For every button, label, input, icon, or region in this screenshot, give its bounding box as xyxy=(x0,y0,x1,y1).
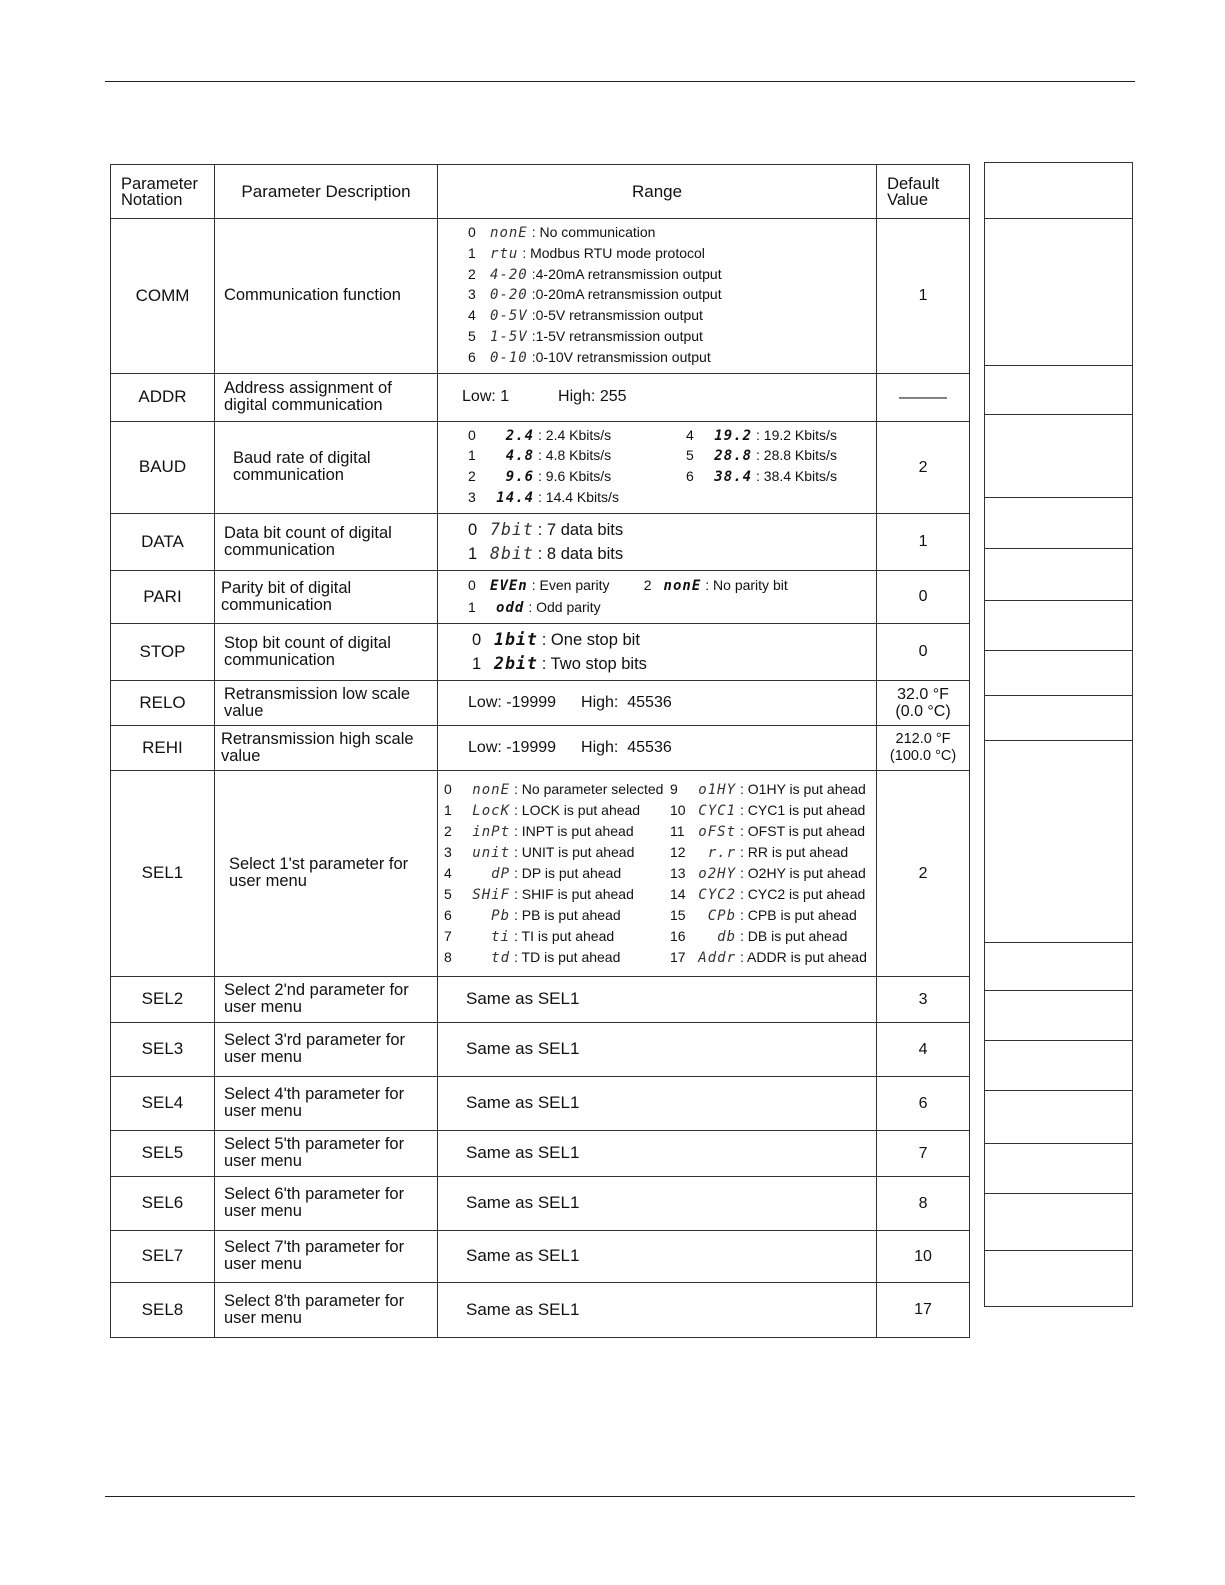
lcd-code: 9.6 xyxy=(505,469,535,486)
notes-box xyxy=(984,942,1133,990)
lcd-code: rtu xyxy=(490,245,519,262)
option-line xyxy=(670,905,880,926)
option-line xyxy=(472,652,876,676)
option-line xyxy=(468,285,876,306)
param-default: ——— xyxy=(877,373,970,421)
range-text: Same as SEL1 xyxy=(466,1246,580,1266)
header-range: Range xyxy=(438,165,877,219)
lcd-code: 0-5V xyxy=(490,308,528,325)
header-notation: Parameter Notation xyxy=(111,165,215,219)
lcd-code: db xyxy=(717,928,737,945)
option-line xyxy=(468,488,686,509)
param-description: Select 3'rd parameter for user menu xyxy=(214,1022,437,1076)
table-row xyxy=(111,680,970,725)
top-rule xyxy=(105,81,1135,82)
range-high: High: 45536 xyxy=(581,738,672,756)
option-line xyxy=(468,327,876,348)
lcd-code: nonE xyxy=(663,577,702,594)
option-line xyxy=(670,800,880,821)
option-text: : 38.4 Kbits/s xyxy=(756,468,837,485)
param-default: 2 xyxy=(877,770,970,976)
param-description: Data bit count of digital communication xyxy=(214,513,437,570)
table-row xyxy=(111,623,970,680)
lcd-code: SHiF xyxy=(472,886,511,903)
option-text: : No parity bit xyxy=(705,576,788,593)
param-range xyxy=(438,1230,877,1282)
option-text: : PB is put ahead xyxy=(514,906,621,923)
table-row xyxy=(111,513,970,570)
option-number: 2 xyxy=(468,265,476,282)
option-text: : No communication xyxy=(531,224,656,240)
option-number: 1 xyxy=(468,598,476,615)
table-row xyxy=(111,219,970,374)
option-text: : LOCK is put ahead xyxy=(514,801,641,818)
option-number: 13 xyxy=(670,864,686,881)
option-number: 11 xyxy=(670,822,685,839)
notes-box xyxy=(984,497,1133,548)
lcd-code: nonE xyxy=(490,225,528,241)
table-row xyxy=(111,1176,970,1230)
notes-box xyxy=(984,1040,1133,1090)
param-notation: SEL8 xyxy=(111,1282,215,1337)
param-range xyxy=(438,623,877,680)
param-range xyxy=(438,680,877,725)
option-number: 4 xyxy=(686,426,694,443)
option-text: : CYC2 is put ahead xyxy=(740,885,866,902)
option-line xyxy=(468,306,876,327)
option-number: 17 xyxy=(670,948,686,965)
notes-box xyxy=(984,1250,1133,1307)
table-row xyxy=(111,570,970,623)
param-default: 1 xyxy=(877,513,970,570)
lcd-code: 1bit xyxy=(494,629,538,649)
param-notation: BAUD xyxy=(111,421,215,513)
notes-box xyxy=(984,740,1133,942)
parameter-table xyxy=(110,164,970,1338)
lcd-code: Pb xyxy=(491,907,511,924)
option-number: 8 xyxy=(444,948,452,965)
header-default: Default Value xyxy=(877,165,970,219)
lcd-code: 8bit xyxy=(490,543,534,563)
option-text: : SHIF is put ahead xyxy=(514,885,634,902)
range-text: Same as SEL1 xyxy=(466,1039,580,1059)
option-text: : 2.4 Kbits/s xyxy=(538,426,612,443)
lcd-code: EVEn xyxy=(490,577,528,594)
option-text: :0-10V retransmission output xyxy=(531,348,711,365)
param-default: 0 xyxy=(877,623,970,680)
option-line xyxy=(468,348,876,369)
option-number: 3 xyxy=(468,286,476,303)
param-range xyxy=(438,373,877,421)
lcd-code: 28.8 xyxy=(714,448,753,465)
option-text: : UNIT is put ahead xyxy=(514,843,635,860)
option-text: : ADDR is put ahead xyxy=(740,948,867,965)
data-options xyxy=(468,518,876,566)
param-notation: DATA xyxy=(111,513,215,570)
param-default xyxy=(877,725,970,770)
lcd-code: inPt xyxy=(472,823,511,840)
option-text: : CPB is put ahead xyxy=(740,906,857,923)
lcd-code: 1-5V xyxy=(490,328,528,345)
option-line xyxy=(444,884,670,905)
param-range xyxy=(438,570,877,623)
option-text: : RR is put ahead xyxy=(740,843,849,860)
table-header xyxy=(111,165,970,219)
option-text: : CYC1 is put ahead xyxy=(740,801,866,818)
option-line xyxy=(670,863,880,884)
param-description: Parity bit of digital communication xyxy=(214,570,437,623)
option-line xyxy=(670,779,880,800)
option-line xyxy=(444,863,670,884)
option-line xyxy=(468,518,876,542)
baud-options-left xyxy=(468,426,686,509)
notes-box xyxy=(984,365,1133,414)
option-text: : No parameter selected xyxy=(514,780,664,797)
option-text: : O2HY is put ahead xyxy=(740,864,866,881)
option-line xyxy=(670,926,880,947)
lcd-code: Addr xyxy=(698,949,737,966)
range-text: Same as SEL1 xyxy=(466,989,580,1009)
option-number: 6 xyxy=(444,906,452,923)
param-notation: RELO xyxy=(111,680,215,725)
param-description: Select 8'th parameter for user menu xyxy=(214,1282,437,1337)
param-notation: PARI xyxy=(111,570,215,623)
param-description: Select 6'th parameter for user menu xyxy=(214,1176,437,1230)
option-number: 3 xyxy=(468,488,476,505)
param-description: Select 5'th parameter for user menu xyxy=(214,1130,437,1176)
lcd-code: 2.4 xyxy=(505,427,535,444)
option-number: 7 xyxy=(444,927,452,944)
param-default: 4 xyxy=(877,1022,970,1076)
notes-box xyxy=(984,218,1133,365)
option-number: 5 xyxy=(686,447,694,464)
param-notation: SEL5 xyxy=(111,1130,215,1176)
param-description: Select 1'st parameter for user menu xyxy=(214,770,437,976)
notes-box xyxy=(984,695,1133,740)
table-row xyxy=(111,725,970,770)
option-line xyxy=(468,426,686,447)
param-description: Address assignment of digital communication xyxy=(214,373,437,421)
lcd-code: ti xyxy=(491,928,511,945)
notes-box xyxy=(984,1143,1133,1193)
lcd-code: nonE xyxy=(472,781,511,798)
table-row xyxy=(111,976,970,1022)
param-default: 0 xyxy=(877,570,970,623)
param-default: 8 xyxy=(877,1176,970,1230)
param-range xyxy=(438,219,877,374)
option-text: : Two stop bits xyxy=(541,654,647,673)
option-text: :0-20mA retransmission output xyxy=(531,286,722,303)
option-number: 2 xyxy=(643,576,652,593)
option-line xyxy=(444,905,670,926)
option-text: : One stop bit xyxy=(541,630,640,649)
notes-box xyxy=(984,548,1133,600)
table-row xyxy=(111,1230,970,1282)
lcd-code: 38.4 xyxy=(714,469,753,486)
param-description: Communication function xyxy=(214,219,437,374)
option-line xyxy=(686,467,916,488)
option-number: 10 xyxy=(670,801,686,818)
option-text: : 28.8 Kbits/s xyxy=(756,447,837,464)
param-range xyxy=(438,1282,877,1337)
lcd-code: 0-20 xyxy=(490,287,528,304)
option-text: : 7 data bits xyxy=(537,520,624,539)
option-line xyxy=(444,800,670,821)
lcd-code: o1HY xyxy=(698,781,737,798)
option-number: 4 xyxy=(444,864,452,881)
param-description: Retransmission low scale value xyxy=(214,680,437,725)
default-fahrenheit: 32.0 °F xyxy=(897,685,949,703)
range-text: Same as SEL1 xyxy=(466,1299,580,1319)
param-description: Select 4'th parameter for user menu xyxy=(214,1076,437,1130)
option-line xyxy=(468,244,876,265)
option-line xyxy=(670,884,880,905)
baud-options-right xyxy=(686,426,916,509)
option-text: : O1HY is put ahead xyxy=(740,780,866,797)
sel1-options-left xyxy=(444,779,670,968)
table-row xyxy=(111,1022,970,1076)
lcd-code: 7bit xyxy=(490,519,534,539)
option-text: : OFST is put ahead xyxy=(740,822,866,839)
lcd-code: CPb xyxy=(707,907,737,924)
option-text: : Odd parity xyxy=(528,598,601,615)
option-line xyxy=(686,426,916,447)
option-text: : DB is put ahead xyxy=(740,927,848,944)
option-line xyxy=(670,947,880,968)
option-number: 1 xyxy=(444,801,452,818)
notes-box xyxy=(984,650,1133,695)
notes-box xyxy=(984,990,1133,1040)
option-text: : 14.4 Kbits/s xyxy=(538,488,619,505)
param-notation: STOP xyxy=(111,623,215,680)
option-number: 15 xyxy=(670,906,686,923)
param-description: Retransmission high scale value xyxy=(214,725,437,770)
notes-box xyxy=(984,414,1133,497)
option-line xyxy=(444,926,670,947)
stop-options xyxy=(472,628,876,676)
option-line xyxy=(444,821,670,842)
default-celsius: (0.0 °C) xyxy=(895,702,951,720)
option-number: 0 xyxy=(468,224,476,240)
option-number: 6 xyxy=(468,348,476,365)
table-row xyxy=(111,770,970,976)
option-line xyxy=(444,842,670,863)
option-number: 0 xyxy=(468,576,476,593)
param-default: 10 xyxy=(877,1230,970,1282)
option-text: : INPT is put ahead xyxy=(514,822,634,839)
param-notation: ADDR xyxy=(111,373,215,421)
lcd-code: td xyxy=(491,949,511,966)
option-number: 0 xyxy=(472,630,482,649)
range-text: Same as SEL1 xyxy=(466,1143,580,1163)
option-number: 0 xyxy=(468,426,476,443)
option-line xyxy=(444,779,670,800)
lcd-code: 2bit xyxy=(494,653,538,673)
notes-box xyxy=(984,600,1133,650)
param-default: 1 xyxy=(877,219,970,374)
range-low: Low: -19999 xyxy=(468,693,557,711)
param-notation: SEL4 xyxy=(111,1076,215,1130)
option-number: 5 xyxy=(444,885,452,902)
param-notation: COMM xyxy=(111,219,215,374)
option-number: 9 xyxy=(670,780,678,797)
sel1-options-right xyxy=(670,779,880,968)
param-default: 6 xyxy=(877,1076,970,1130)
param-range xyxy=(438,1022,877,1076)
option-line xyxy=(468,223,876,244)
option-text: : 19.2 Kbits/s xyxy=(756,426,837,443)
option-line xyxy=(670,842,880,863)
range-high: High: 255 xyxy=(558,388,627,406)
option-text: : 8 data bits xyxy=(537,544,624,563)
param-notation: SEL3 xyxy=(111,1022,215,1076)
table-row xyxy=(111,421,970,513)
option-number: 14 xyxy=(670,885,686,902)
sel-rows xyxy=(111,976,970,1337)
param-range xyxy=(438,421,877,513)
option-line xyxy=(468,265,876,286)
option-number: 6 xyxy=(686,468,694,485)
option-number: 0 xyxy=(468,520,478,539)
option-text: : 4.8 Kbits/s xyxy=(538,447,612,464)
param-default: 17 xyxy=(877,1282,970,1337)
bottom-rule xyxy=(105,1496,1135,1497)
lcd-code: unit xyxy=(472,844,511,861)
param-range xyxy=(438,1176,877,1230)
option-text: :1-5V retransmission output xyxy=(531,327,703,344)
option-line xyxy=(686,446,916,467)
param-notation: SEL7 xyxy=(111,1230,215,1282)
range-high: High: 45536 xyxy=(581,693,672,711)
option-line xyxy=(670,821,880,842)
option-number: 16 xyxy=(670,927,686,944)
option-line xyxy=(472,628,876,652)
lcd-code: 14.4 xyxy=(496,489,535,506)
lcd-code: oFSt xyxy=(698,823,737,840)
param-default xyxy=(877,680,970,725)
option-text: :4-20mA retransmission output xyxy=(531,265,722,282)
option-number: 2 xyxy=(468,468,476,485)
lcd-code: 4-20 xyxy=(490,266,528,283)
param-range xyxy=(438,770,877,976)
option-line xyxy=(468,467,686,488)
option-text: : DP is put ahead xyxy=(514,864,622,881)
table-row xyxy=(111,1282,970,1337)
lcd-code: r.r xyxy=(707,844,737,861)
option-line xyxy=(468,542,876,566)
option-line xyxy=(444,947,670,968)
option-number: 5 xyxy=(468,327,476,344)
option-number: 3 xyxy=(444,843,452,860)
header-description: Parameter Description xyxy=(214,165,437,219)
comm-options xyxy=(468,223,876,369)
lcd-code: CYC2 xyxy=(698,886,737,903)
param-description: Baud rate of digital communication xyxy=(214,421,437,513)
param-notation: SEL1 xyxy=(111,770,215,976)
range-low: Low: 1 xyxy=(462,388,510,406)
option-text: : Modbus RTU mode protocol xyxy=(522,244,705,261)
param-range xyxy=(438,725,877,770)
option-number: 1 xyxy=(468,544,478,563)
param-default: 3 xyxy=(877,976,970,1022)
param-notation: SEL2 xyxy=(111,976,215,1022)
option-number: 1 xyxy=(468,244,476,261)
param-range xyxy=(438,976,877,1022)
option-number: 0 xyxy=(444,780,452,797)
param-description: Stop bit count of digital communication xyxy=(214,623,437,680)
lcd-code: dP xyxy=(491,865,511,882)
option-text: : Even parity xyxy=(531,576,610,593)
option-text: : TI is put ahead xyxy=(514,927,615,944)
table-row xyxy=(111,1076,970,1130)
option-text: :0-5V retransmission output xyxy=(531,307,703,324)
lcd-code: 19.2 xyxy=(714,427,753,444)
param-range xyxy=(438,513,877,570)
param-default: 2 xyxy=(877,421,970,513)
table-row xyxy=(111,1130,970,1176)
range-low: Low: -19999 xyxy=(468,738,557,756)
option-number: 1 xyxy=(468,447,476,464)
range-text: Same as SEL1 xyxy=(466,1193,580,1213)
param-notation: SEL6 xyxy=(111,1176,215,1230)
notes-box xyxy=(984,162,1133,218)
param-notation: REHI xyxy=(111,725,215,770)
option-number: 4 xyxy=(468,307,476,324)
lcd-code: odd xyxy=(496,599,525,616)
param-description: Select 2'nd parameter for user menu xyxy=(214,976,437,1022)
notes-box xyxy=(984,1090,1133,1143)
notes-box xyxy=(984,1193,1133,1250)
lcd-code: LocK xyxy=(472,802,511,819)
option-text: : TD is put ahead xyxy=(514,948,621,965)
option-text: : 9.6 Kbits/s xyxy=(538,468,612,485)
param-default: 7 xyxy=(877,1130,970,1176)
param-range xyxy=(438,1076,877,1130)
lcd-code: o2HY xyxy=(698,865,737,882)
option-line xyxy=(468,446,686,467)
default-fahrenheit: 212.0 °F xyxy=(895,730,951,747)
option-number: 2 xyxy=(444,822,452,839)
option-number: 1 xyxy=(472,654,482,673)
lcd-code: CYC1 xyxy=(698,802,737,819)
param-range xyxy=(438,1130,877,1176)
table-row xyxy=(111,373,970,421)
lcd-code: 0-10 xyxy=(490,349,528,366)
lcd-code: 4.8 xyxy=(505,448,535,465)
default-celsius: (100.0 °C) xyxy=(889,747,957,764)
option-number: 12 xyxy=(670,843,686,860)
param-description: Select 7'th parameter for user menu xyxy=(214,1230,437,1282)
range-text: Same as SEL1 xyxy=(466,1093,580,1113)
